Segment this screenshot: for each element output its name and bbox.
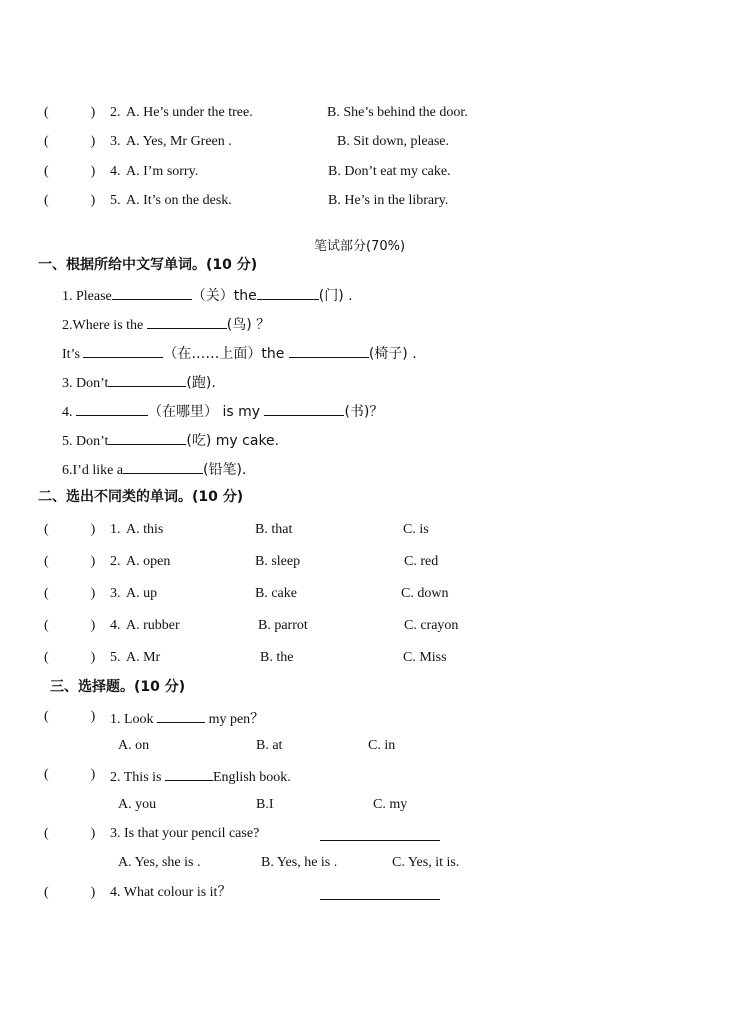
option-c: C. crayon [404, 618, 459, 633]
item-text: 5. Don’t [62, 434, 109, 449]
answer-paren[interactable]: ( ) [44, 767, 96, 782]
option-b: B. cake [255, 586, 297, 601]
hint-text: （在哪里） is my [148, 404, 265, 420]
option-a: A. He’s under the tree. [126, 105, 253, 120]
question-text [110, 766, 291, 787]
answer-paren[interactable]: ( ) [44, 650, 96, 665]
item-text: 6.I’d like a [62, 463, 124, 478]
section1-heading: 一、根据所给中文写单词。(10 分) [38, 257, 258, 273]
option-c: C. in [368, 738, 396, 753]
option-c: C. Miss [403, 650, 447, 665]
option-a: A. I’m sorry. [126, 164, 199, 179]
fill-item [62, 401, 383, 422]
blank-field[interactable] [147, 314, 227, 329]
option-a: A. It’s on the desk. [126, 193, 232, 208]
option-a: A. on [118, 738, 150, 753]
option-a: A. Mr [126, 650, 161, 665]
question-number: 2. [110, 554, 121, 569]
option-a: A. this [126, 522, 164, 537]
question-number: 2. [110, 105, 121, 120]
hint-text: (书)？ [344, 404, 384, 420]
option-a: A. rubber [126, 618, 180, 633]
option-a: A. Yes, she is . [118, 855, 201, 870]
question-number: 4. [110, 618, 121, 633]
hint-text: (吃) my cake. [186, 433, 280, 449]
option-b: B. that [255, 522, 293, 537]
question-number: 3. [110, 134, 121, 149]
blank-field[interactable] [76, 401, 148, 416]
option-b: B. He’s in the library. [328, 193, 449, 208]
blank-field[interactable] [123, 459, 203, 474]
answer-paren[interactable]: ( ) [44, 709, 96, 724]
item-text: 4. [62, 405, 76, 420]
blank-field[interactable] [83, 343, 163, 358]
question-text: 4. What colour is it？ [110, 885, 232, 900]
option-b: B. Yes, he is . [261, 855, 338, 870]
fill-item [62, 285, 353, 306]
answer-paren[interactable]: ( ) [44, 618, 96, 633]
item-text: 2.Where is the [62, 318, 147, 333]
fill-item [62, 314, 270, 335]
question-number: 1. [110, 522, 121, 537]
blank-field[interactable] [289, 343, 369, 358]
answer-line[interactable] [320, 898, 440, 900]
blank-field[interactable] [165, 766, 213, 781]
answer-paren[interactable]: ( ) [44, 554, 96, 569]
question-tail: English book. [212, 770, 291, 785]
item-text: 3. Don’t [62, 376, 109, 391]
option-a: A. you [118, 797, 157, 812]
answer-paren[interactable]: ( ) [44, 164, 96, 179]
option-c: C. Yes, it is. [392, 855, 460, 870]
answer-paren[interactable]: ( ) [44, 134, 96, 149]
question-stem: 1. Look [110, 712, 158, 727]
option-b: B. Don’t eat my cake. [328, 164, 451, 179]
option-b: B. at [256, 738, 283, 753]
section3-heading: 三、选择题。(10 分) [50, 679, 186, 695]
item-text: 1. Please [62, 289, 112, 304]
question-number: 3. [110, 586, 121, 601]
option-b: B.I [256, 797, 274, 812]
question-text [110, 708, 264, 729]
fill-item [62, 343, 417, 364]
question-number: 4. [110, 164, 121, 179]
blank-field[interactable] [157, 708, 205, 723]
item-text: It’s [62, 347, 84, 362]
option-b: B. parrot [258, 618, 308, 633]
option-b: B. She’s behind the door. [327, 105, 468, 120]
hint-text: (门) . [318, 288, 353, 304]
question-number: 5. [110, 193, 121, 208]
hint-text: （关）the [191, 288, 257, 304]
hint-text: (跑). [186, 375, 216, 391]
question-stem: 2. This is [110, 770, 165, 785]
answer-paren[interactable]: ( ) [44, 885, 96, 900]
blank-field[interactable] [112, 285, 192, 300]
fill-item [62, 372, 216, 393]
hint-text: (铅笔). [203, 462, 247, 478]
section2-heading: 二、选出不同类的单词。(10 分) [38, 489, 244, 505]
question-text: 3. Is that your pencil case? [110, 826, 260, 841]
answer-line[interactable] [320, 839, 440, 841]
option-c: C. down [401, 586, 449, 601]
option-b: B. sleep [255, 554, 301, 569]
fill-item [62, 430, 279, 451]
hint-text: (椅子) . [368, 346, 417, 362]
option-c: C. my [373, 797, 408, 812]
written-part-title: 笔试部分(70%) [314, 239, 406, 254]
blank-field[interactable] [257, 285, 319, 300]
blank-field[interactable] [108, 430, 186, 445]
answer-paren[interactable]: ( ) [44, 522, 96, 537]
option-b: B. Sit down, please. [337, 134, 449, 149]
answer-paren[interactable]: ( ) [44, 826, 96, 841]
option-c: C. is [403, 522, 429, 537]
option-c: C. red [404, 554, 439, 569]
option-b: B. the [260, 650, 294, 665]
answer-paren[interactable]: ( ) [44, 193, 96, 208]
hint-text: （在……上面）the [163, 346, 289, 362]
option-a: A. up [126, 586, 158, 601]
answer-paren[interactable]: ( ) [44, 105, 96, 120]
blank-field[interactable] [108, 372, 186, 387]
blank-field[interactable] [264, 401, 344, 416]
option-a: A. open [126, 554, 171, 569]
fill-item [62, 459, 246, 480]
question-number: 5. [110, 650, 121, 665]
option-a: A. Yes, Mr Green . [126, 134, 232, 149]
question-tail: my pen？ [205, 712, 265, 727]
hint-text: (鸟) ？ [226, 317, 271, 333]
answer-paren[interactable]: ( ) [44, 586, 96, 601]
